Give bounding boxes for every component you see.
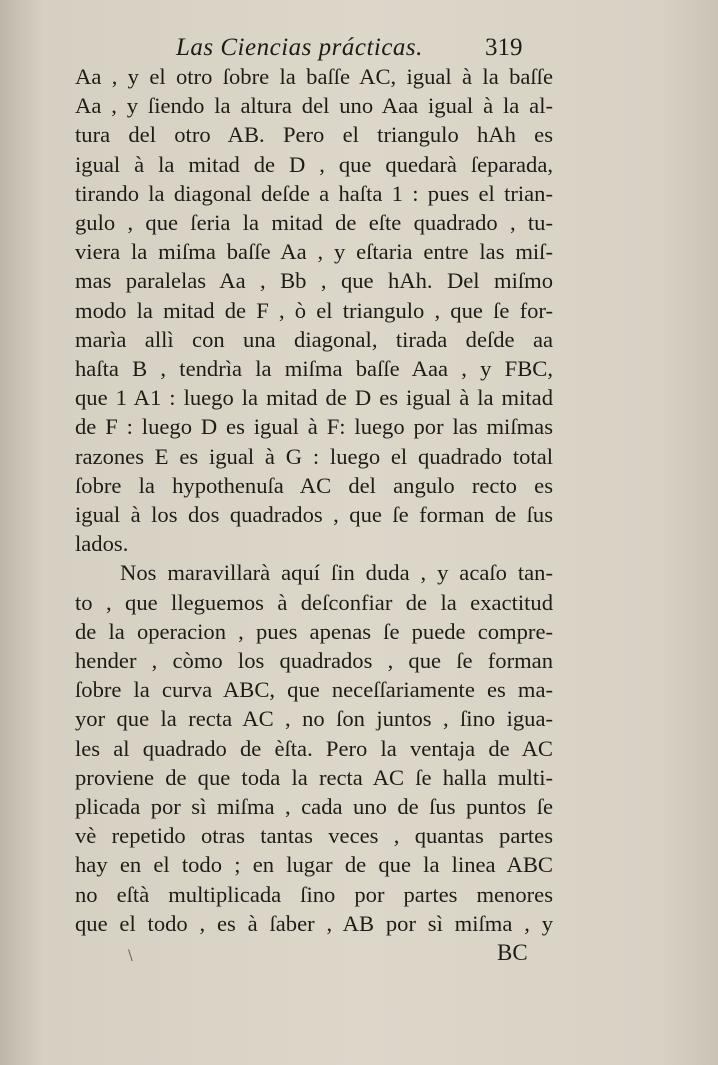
text-line: plicada por sì miſma , cada uno de ſus puntos ſe xyxy=(75,794,553,820)
text-line: Aa , y el otro ſobre la baſſe AC, igual à la baſſe xyxy=(75,64,553,89)
text-line: tura del otro AB. Pero el triangulo hAh es xyxy=(75,122,553,148)
text-line: de F : luego D es igual à F: luego por las miſmas xyxy=(75,414,553,440)
text-line: haſta B , tendrìa la miſma baſſe Aaa , y FBC, xyxy=(75,356,553,382)
body-text xyxy=(75,62,553,938)
text-line: ſobre la curva ABC, que neceſſariamente es ma- xyxy=(75,677,553,703)
text-line: Aa , y ſiendo la altura del uno Aaa igual à la al- xyxy=(75,93,553,119)
text-line: marìa allì con una diagonal, tirada deſde aa xyxy=(75,326,553,352)
catchword: BC xyxy=(497,940,528,965)
text-line: Nos maravillarà aquí ſin duda , y acaſo tan- xyxy=(120,560,553,586)
text-line: igual à la mitad de D , que quedarà ſeparada, xyxy=(75,151,553,177)
text-line: vè repetido otras tantas veces , quantas partes xyxy=(75,823,553,849)
text-line: hender , còmo los quadrados , que ſe forman xyxy=(75,648,553,674)
printer-mark: \ xyxy=(128,948,133,964)
text-line: yor que la recta AC , no ſon juntos , ſino igua- xyxy=(75,706,553,732)
text-line: no eſtà multiplicada ſino por partes menores xyxy=(75,881,553,907)
text-line: tirando la diagonal deſde a haſta 1 : pues el trian- xyxy=(75,180,553,206)
page-number: 319 xyxy=(485,34,523,61)
text-line: hay en el todo ; en lugar de que la linea ABC xyxy=(75,852,553,878)
text-line: modo la mitad de F , ò el triangulo , que ſe for- xyxy=(75,297,553,323)
paragraph-2 xyxy=(75,558,553,938)
text-line: razones E es igual à G : luego el quadrado total xyxy=(75,443,553,469)
text-line: mas paralelas Aa , Bb , que hAh. Del miſmo xyxy=(75,268,553,294)
text-line: viera la miſma baſſe Aa , y eſtaria entre las miſ- xyxy=(75,239,553,265)
paragraph-1 xyxy=(75,62,553,558)
text-line: les al quadrado de èſta. Pero la ventaja de AC xyxy=(75,735,553,761)
text-line: que el todo , es à ſaber , AB por sì miſma , y xyxy=(75,910,553,936)
text-line: de la operacion , pues apenas ſe puede compre- xyxy=(75,618,553,644)
running-title: Las Ciencias prácticas. xyxy=(176,34,423,61)
text-line: igual à los dos quadrados , que ſe forman de ſus xyxy=(75,502,553,528)
text-line: que 1 A1 : luego la mitad de D es igual à la mitad xyxy=(75,385,553,411)
text-line: lados. xyxy=(75,531,129,557)
text-line: gulo , que ſeria la mitad de eſte quadrado , tu- xyxy=(75,210,553,236)
text-line: ſobre la hypothenuſa AC del angulo recto es xyxy=(75,472,553,498)
text-line: proviene de que toda la recta AC ſe halla multi- xyxy=(75,764,553,790)
text-line: to , que lleguemos à deſconfiar de la exactitud xyxy=(75,589,553,615)
